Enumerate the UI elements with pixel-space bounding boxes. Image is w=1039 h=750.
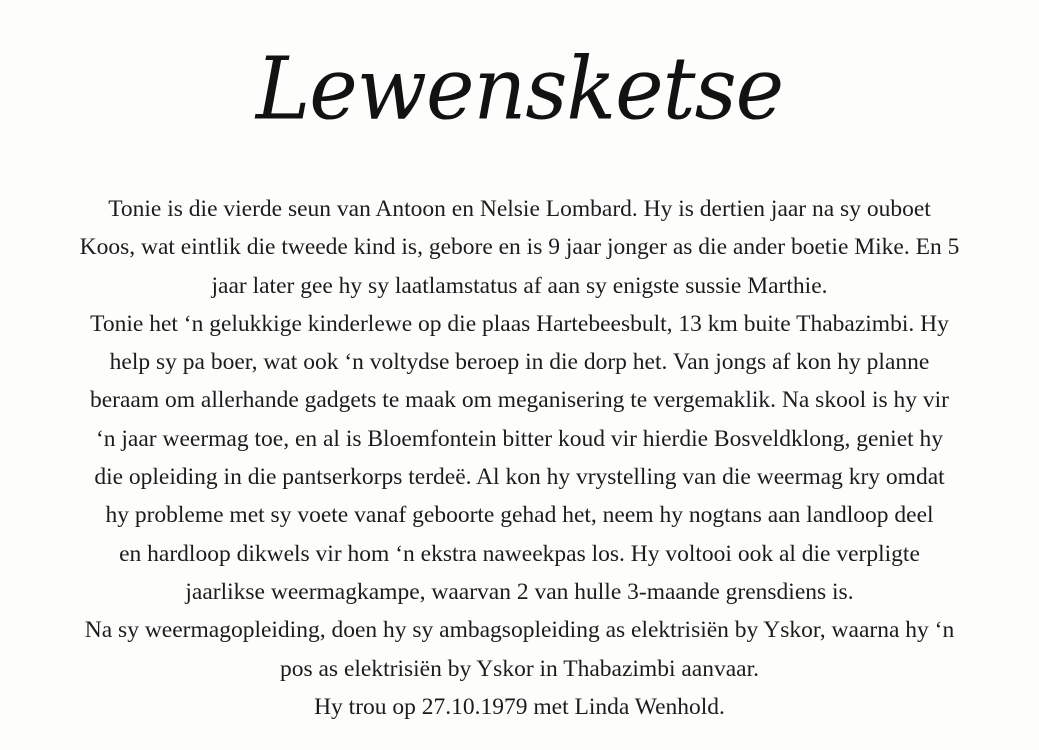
text-line: Tonie is die vierde seun van Antoon en Nelsie Lombard. Hy is dertien jaar na sy ouboet: [108, 196, 931, 222]
text-line: die opleiding in die pantserkorps terdeë. Al kon hy vrystelling van die weermag kry omdat: [94, 464, 945, 491]
text-line: Na sy weermagopleiding, doen hy sy ambagsopleiding as elektrisiën by Yskor, waarna hy ‘n: [84, 617, 955, 644]
text-line: jaar later gee hy sy laatlamstatus af aan sy enigste sussie Marthie.: [211, 272, 828, 299]
text-line: Koos, wat eintlik die tweede kind is, gebore en is 9 jaar jonger as die ander boetie Mike. En 5: [79, 234, 960, 261]
page-title: Lewensketse: [255, 39, 784, 140]
text-line: en hardloop dikwels vir hom ‘n ekstra naweekpas los. Hy voltooi ook al die verpligte: [119, 540, 920, 567]
text-line: beraam om allerhande gadgets te maak om meganisering te vergemaklik. Na skool is hy vir: [89, 387, 949, 414]
text-line: Tonie het ‘n gelukkige kinderlewe op die plaas Hartebeesbult, 13 km buite Thabazimbi. Hy: [90, 310, 949, 337]
text-line: ‘n jaar weermag toe, en al is Bloemfontein bitter koud vir hierdie Bosveldklong, geniet hy: [95, 425, 944, 452]
text-line: hy probleme met sy voete vanaf geboorte gehad het, neem hy nogtans aan landloop deel: [105, 502, 934, 529]
text-line: pos as elektrisiën by Yskor in Thabazimbi aanvaar.: [279, 655, 759, 682]
text-line: jaarlikse weermagkampe, waarvan 2 van hulle 3-maande grensdiens is.: [185, 578, 854, 605]
text-line: help sy pa boer, wat ook ‘n voltydse beroep in die dorp het. Van jongs af kon hy planne: [109, 349, 930, 376]
text-line: Hy trou op 27.10.1979 met Linda Wenhold.: [314, 693, 725, 720]
biography-text: [30, 190, 1009, 726]
